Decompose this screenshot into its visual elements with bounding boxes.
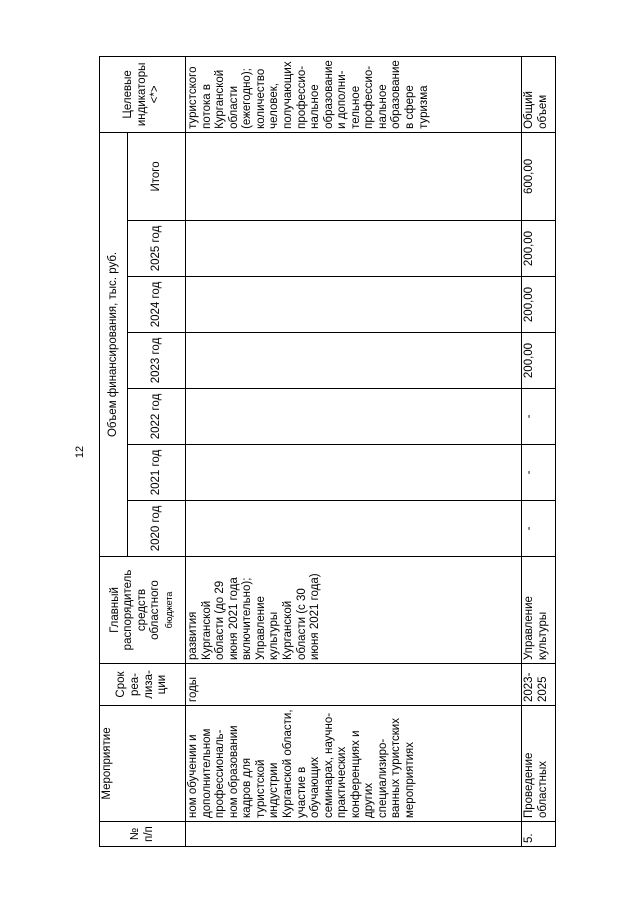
header-num: № п/п bbox=[100, 822, 186, 847]
row-value-2021 bbox=[186, 445, 522, 501]
header-year-2020: 2020 год bbox=[128, 501, 186, 557]
row-num: 5. bbox=[522, 822, 556, 847]
header-year-2023: 2023 год bbox=[128, 333, 186, 389]
header-year-2022: 2022 год bbox=[128, 389, 186, 445]
row-event: Проведение областных bbox=[522, 706, 556, 822]
row-manager: Управление культуры bbox=[522, 557, 556, 664]
header-manager-main: Главный распорядитель средств областного bbox=[108, 569, 162, 651]
header-indicators: Целевые индикаторы <*> bbox=[100, 56, 186, 132]
row-value-total bbox=[186, 132, 522, 220]
row-manager: развития Курганской области (до 29 июня 2021 года включительно); Управление культуры Курганской области (с 30 июня 2021 года) bbox=[186, 557, 522, 664]
table-row bbox=[522, 56, 556, 846]
row-value-2020 bbox=[186, 501, 522, 557]
row-indicator: туристского потока в Курганской области (ежегодно); количество человек, получающих профессио-нальное образование и дополни-тельное профессио-нальное образование в сфере туризма bbox=[186, 56, 522, 132]
rotated-table-container bbox=[99, 57, 557, 847]
row-indicator: Общий объем bbox=[522, 56, 556, 132]
row-value-2022: - bbox=[522, 389, 556, 445]
header-term: Срок реа-лиза-ции bbox=[100, 664, 186, 706]
header-manager-small: бюджета bbox=[163, 591, 174, 629]
row-term: годы bbox=[186, 664, 522, 706]
table-row bbox=[186, 56, 522, 846]
row-value-2021: - bbox=[522, 445, 556, 501]
row-value-2023 bbox=[186, 333, 522, 389]
row-value-2024: 200,00 bbox=[522, 277, 556, 333]
row-value-2023: 200,00 bbox=[522, 333, 556, 389]
header-financing: Объем финансирования, тыс. руб. bbox=[100, 132, 128, 556]
row-value-2024 bbox=[186, 277, 522, 333]
header-year-2021: 2021 год bbox=[128, 445, 186, 501]
row-value-2022 bbox=[186, 389, 522, 445]
row-event: ном обучении и дополнительном профессиональ-ном образовании кадров для туристской индустрии Курганской области, участие в обучающих семинарах, научно-практических конференциях и других специализиро-ванных туристских мероприятиях bbox=[186, 706, 522, 822]
financing-table bbox=[99, 56, 556, 847]
header-year-2025: 2025 год bbox=[128, 221, 186, 277]
row-value-2025: 200,00 bbox=[522, 221, 556, 277]
header-manager bbox=[100, 557, 186, 664]
row-term: 2023-2025 bbox=[522, 664, 556, 706]
header-year-2024: 2024 год bbox=[128, 277, 186, 333]
row-value-total: 600,00 bbox=[522, 132, 556, 220]
row-num bbox=[186, 822, 522, 847]
page-number: 12 bbox=[74, 445, 86, 459]
header-event: Мероприятие bbox=[100, 706, 186, 822]
row-value-2020: - bbox=[522, 501, 556, 557]
header-total: Итого bbox=[128, 132, 186, 220]
row-value-2025 bbox=[186, 221, 522, 277]
